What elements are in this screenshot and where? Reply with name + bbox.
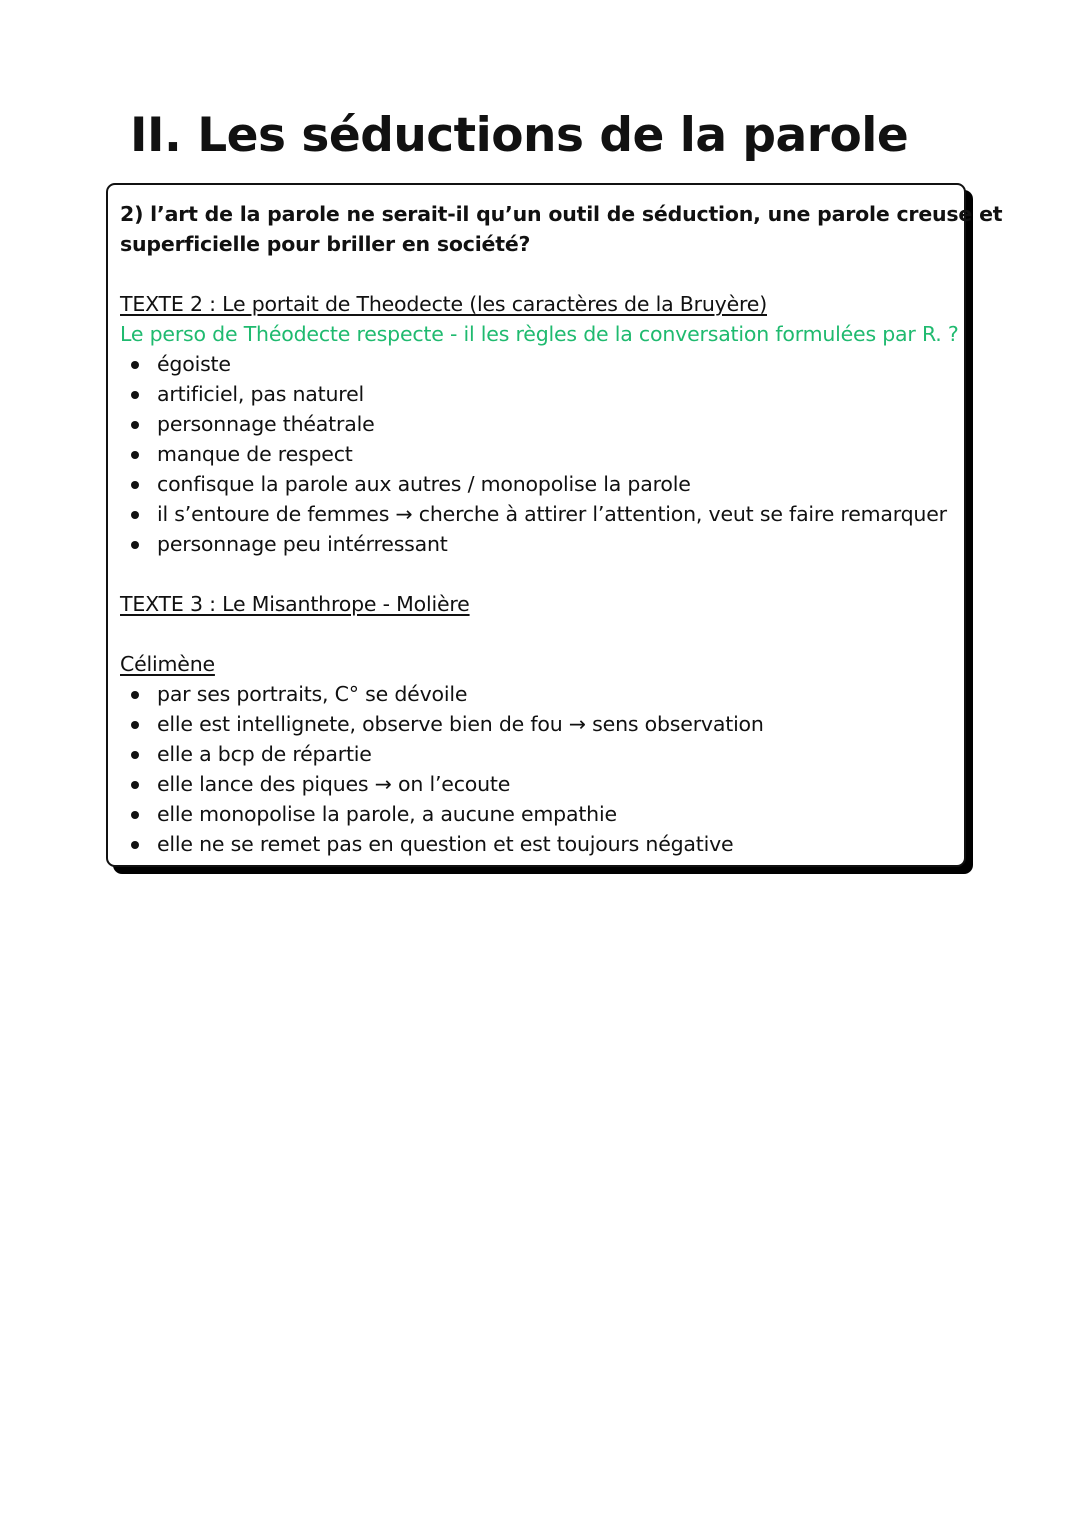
list-item: manque de respect	[120, 439, 960, 469]
page-title: II. Les séductions de la parole	[130, 108, 909, 163]
list-item: artificiel, pas naturel	[120, 379, 960, 409]
list-item: elle ne se remet pas en question et est toujours négative	[120, 829, 960, 859]
text3-heading: TEXTE 3 : Le Misanthrope - Molière	[120, 592, 470, 616]
question-line-2: superficielle pour briller en société?	[120, 232, 531, 256]
spacer	[120, 619, 960, 649]
list-item: elle monopolise la parole, a aucune empathie	[120, 799, 960, 829]
text3-subheading-line	[120, 649, 960, 679]
list-item: elle lance des piques → on l’ecoute	[120, 769, 960, 799]
spacer	[120, 559, 960, 589]
list-item: personnage théatrale	[120, 409, 960, 439]
text3-heading-line	[120, 589, 960, 619]
text2-green-question: Le perso de Théodecte respecte - il les règles de la conversation formulées par R. ?	[120, 322, 959, 346]
list-item: par ses portraits, C° se dévoile	[120, 679, 960, 709]
text3-subheading: Célimène	[120, 652, 215, 676]
text2-bullet-list	[120, 349, 960, 559]
text2-heading-line	[120, 289, 960, 319]
note-content	[120, 199, 1003, 859]
list-item: personnage peu intérressant	[120, 529, 960, 559]
list-item: égoiste	[120, 349, 960, 379]
list-item: confisque la parole aux autres / monopolise la parole	[120, 469, 960, 499]
text3-bullet-list	[120, 679, 960, 859]
spacer	[120, 259, 960, 289]
question-line-1: 2) l’art de la parole ne serait-il qu’un outil de séduction, une parole creuse et	[120, 202, 1003, 226]
list-item: elle a bcp de répartie	[120, 739, 960, 769]
list-item: elle est intellignete, observe bien de fou → sens observation	[120, 709, 960, 739]
note-box	[106, 183, 1003, 867]
text2-heading: TEXTE 2 : Le portait de Theodecte (les caractères de la Bruyère)	[120, 292, 767, 316]
list-item: il s’entoure de femmes → cherche à attirer l’attention, veut se faire remarquer	[120, 499, 960, 529]
